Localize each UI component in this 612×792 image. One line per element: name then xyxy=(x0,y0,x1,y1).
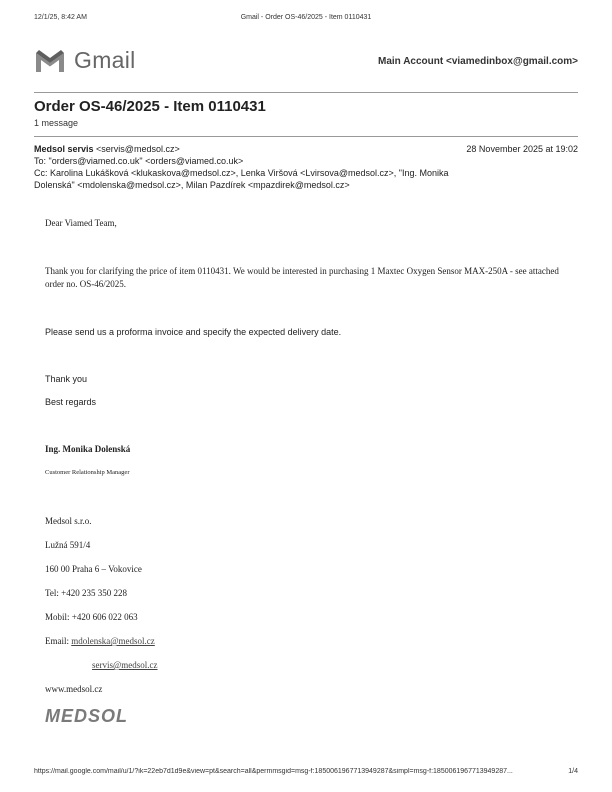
signature-city: 160 00 Praha 6 – Vokovice xyxy=(45,564,142,574)
account-label: Main Account <viamedinbox@gmail.com> xyxy=(378,56,578,67)
message-date: 28 November 2025 at 19:02 xyxy=(466,144,578,154)
website-link[interactable]: www.medsol.cz xyxy=(45,684,103,694)
print-title: Gmail - Order OS-46/2025 - Item 0110431 xyxy=(240,14,372,21)
print-datetime: 12/1/25, 8:42 AM xyxy=(34,14,87,21)
signature-name: Ing. Monika Dolenská xyxy=(45,444,131,454)
gmail-logo[interactable] xyxy=(34,47,136,74)
to-line: To: "orders@viamed.co.uk" <orders@viamed.co.uk> xyxy=(34,156,244,166)
gmail-m-icon xyxy=(34,49,66,73)
signature-email-row xyxy=(45,636,155,646)
thread-divider xyxy=(34,136,578,137)
signature-mobile: Mobil: +420 606 022 063 xyxy=(45,612,138,622)
signature-company: Medsol s.r.o. xyxy=(45,516,92,526)
cc-line-2: Dolenská" <mdolenska@medsol.cz>, Milan Pazdírek <mpazdirek@medsol.cz> xyxy=(34,180,350,190)
email-link-servis-row xyxy=(92,660,158,670)
email-label: Email: xyxy=(45,636,69,646)
best-regards: Best regards xyxy=(45,397,97,407)
cc-line-1: Cc: Karolina Lukášková <klukaskova@medsol.cz>, Lenka Viršová <Lvirsova@medsol.cz>, "Ing. Monika xyxy=(34,168,449,178)
signature-tel: Tel: +420 235 350 228 xyxy=(45,588,127,598)
body-paragraph-1: Thank you for clarifying the price of item 0110431. We would be interested in purchasing 1 Maxtec Oxygen Sensor MAX-250A - see attached order no. OS-46/2025. xyxy=(45,266,559,289)
signature-role: Customer Relationship Manager xyxy=(45,469,130,476)
message-count: 1 message xyxy=(34,118,79,128)
sender-email: <servis@medsol.cz> xyxy=(96,144,180,154)
email-link-servis[interactable]: servis@medsol.cz xyxy=(92,660,158,670)
email-link-mdolenska[interactable]: mdolenska@medsol.cz xyxy=(71,636,155,646)
signature-street: Lužná 591/4 xyxy=(45,540,91,550)
sender-name: Medsol servis xyxy=(34,144,94,154)
thank-you: Thank you xyxy=(45,374,88,384)
greeting: Dear Viamed Team, xyxy=(45,218,117,228)
header-divider xyxy=(34,92,578,93)
print-url: https://mail.google.com/mail/u/1/?ik=22eb7d1d9e&view=pt&search=all&permmsgid=msg-f:1850061967713949287&simpl=msg-f:1850061967713949287... xyxy=(34,768,513,775)
medsol-logo: MEDSOL xyxy=(45,706,129,726)
page-number: 1/4 xyxy=(568,768,578,775)
body-paragraph-2: Please send us a proforma invoice and specify the expected delivery date. xyxy=(45,327,342,337)
thread-subject: Order OS-46/2025 - Item 0110431 xyxy=(34,98,266,115)
gmail-wordmark: Gmail xyxy=(74,47,136,73)
